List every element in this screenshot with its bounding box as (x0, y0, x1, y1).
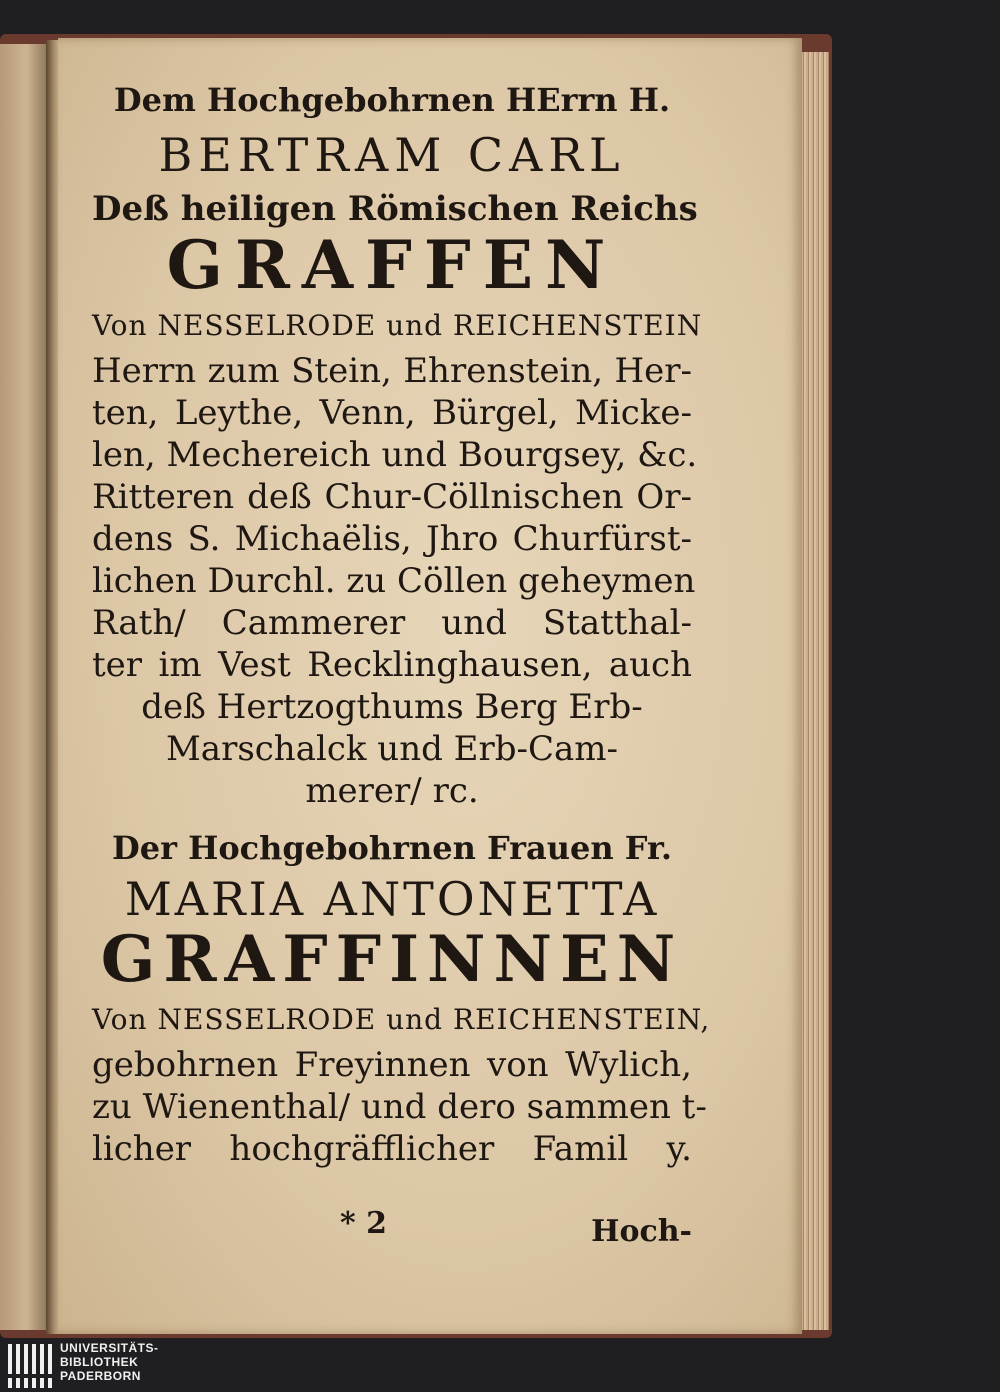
text-line: Herrn zum Stein, Ehrenstein, Her- (92, 351, 692, 391)
text-line: Rath/ Cammerer und Statthal- (92, 603, 692, 643)
title-graffinnen: GRAFFINNEN (100, 922, 684, 997)
text-line: Von NESSELRODE und REICHENSTEIN, (92, 1003, 711, 1036)
dedicatee-name: MARIA ANTONETTA (124, 872, 660, 926)
text-line: Deß heiligen Römischen Reichs (92, 189, 698, 229)
logo-line: UNIVERSITÄTS- (60, 1341, 159, 1355)
text-line: licher hochgräfflicher Famil y. (92, 1129, 692, 1169)
page-text-block (92, 81, 711, 1169)
catchword: Hoch- (591, 1214, 692, 1249)
text-line: deß Hertzogthums Berg Erb- (141, 687, 643, 727)
text-line: Von NESSELRODE und REICHENSTEIN (92, 309, 703, 342)
page-footer (92, 1206, 692, 1249)
dedicatee-name: BERTRAM CARL (158, 128, 626, 182)
text-line: Ritteren deß Chur-Cöllnischen Or- (92, 477, 692, 517)
library-logo-text (60, 1341, 159, 1383)
text-line: len, Mechereich und Bourgsey, &c. (92, 435, 698, 475)
text-line: zu Wienenthal/ und dero sammen t- (92, 1087, 707, 1127)
signature-mark: * 2 (340, 1206, 388, 1241)
title-graffen: GRAFFEN (166, 226, 618, 304)
text-line: ter im Vest Recklinghausen, auch (92, 645, 692, 685)
page-stack-edges (800, 52, 829, 1330)
text-line: gebohrnen Freyinnen von Wylich, (92, 1045, 692, 1085)
dedication-heading: Dem Hochgebohrnen HErrn H. (113, 81, 671, 119)
library-logo (0, 1338, 1000, 1392)
left-page-edge (0, 44, 48, 1330)
logo-line: BIBLIOTHEK (60, 1355, 139, 1369)
text-line: dens S. Michaëlis, Jhro Churfürst- (92, 519, 692, 559)
dedication-heading: Der Hochgebohrnen Frauen Fr. (111, 829, 673, 867)
logo-line: PADERBORN (60, 1369, 141, 1383)
text-line: ten, Leythe, Venn, Bürgel, Micke- (92, 393, 692, 433)
text-line: Marschalck und Erb-Cam- (165, 729, 619, 769)
library-logo-icon (8, 1344, 52, 1388)
text-line: merer/ rc. (305, 771, 479, 811)
text-line: lichen Durchl. zu Cöllen geheymen (92, 561, 696, 601)
